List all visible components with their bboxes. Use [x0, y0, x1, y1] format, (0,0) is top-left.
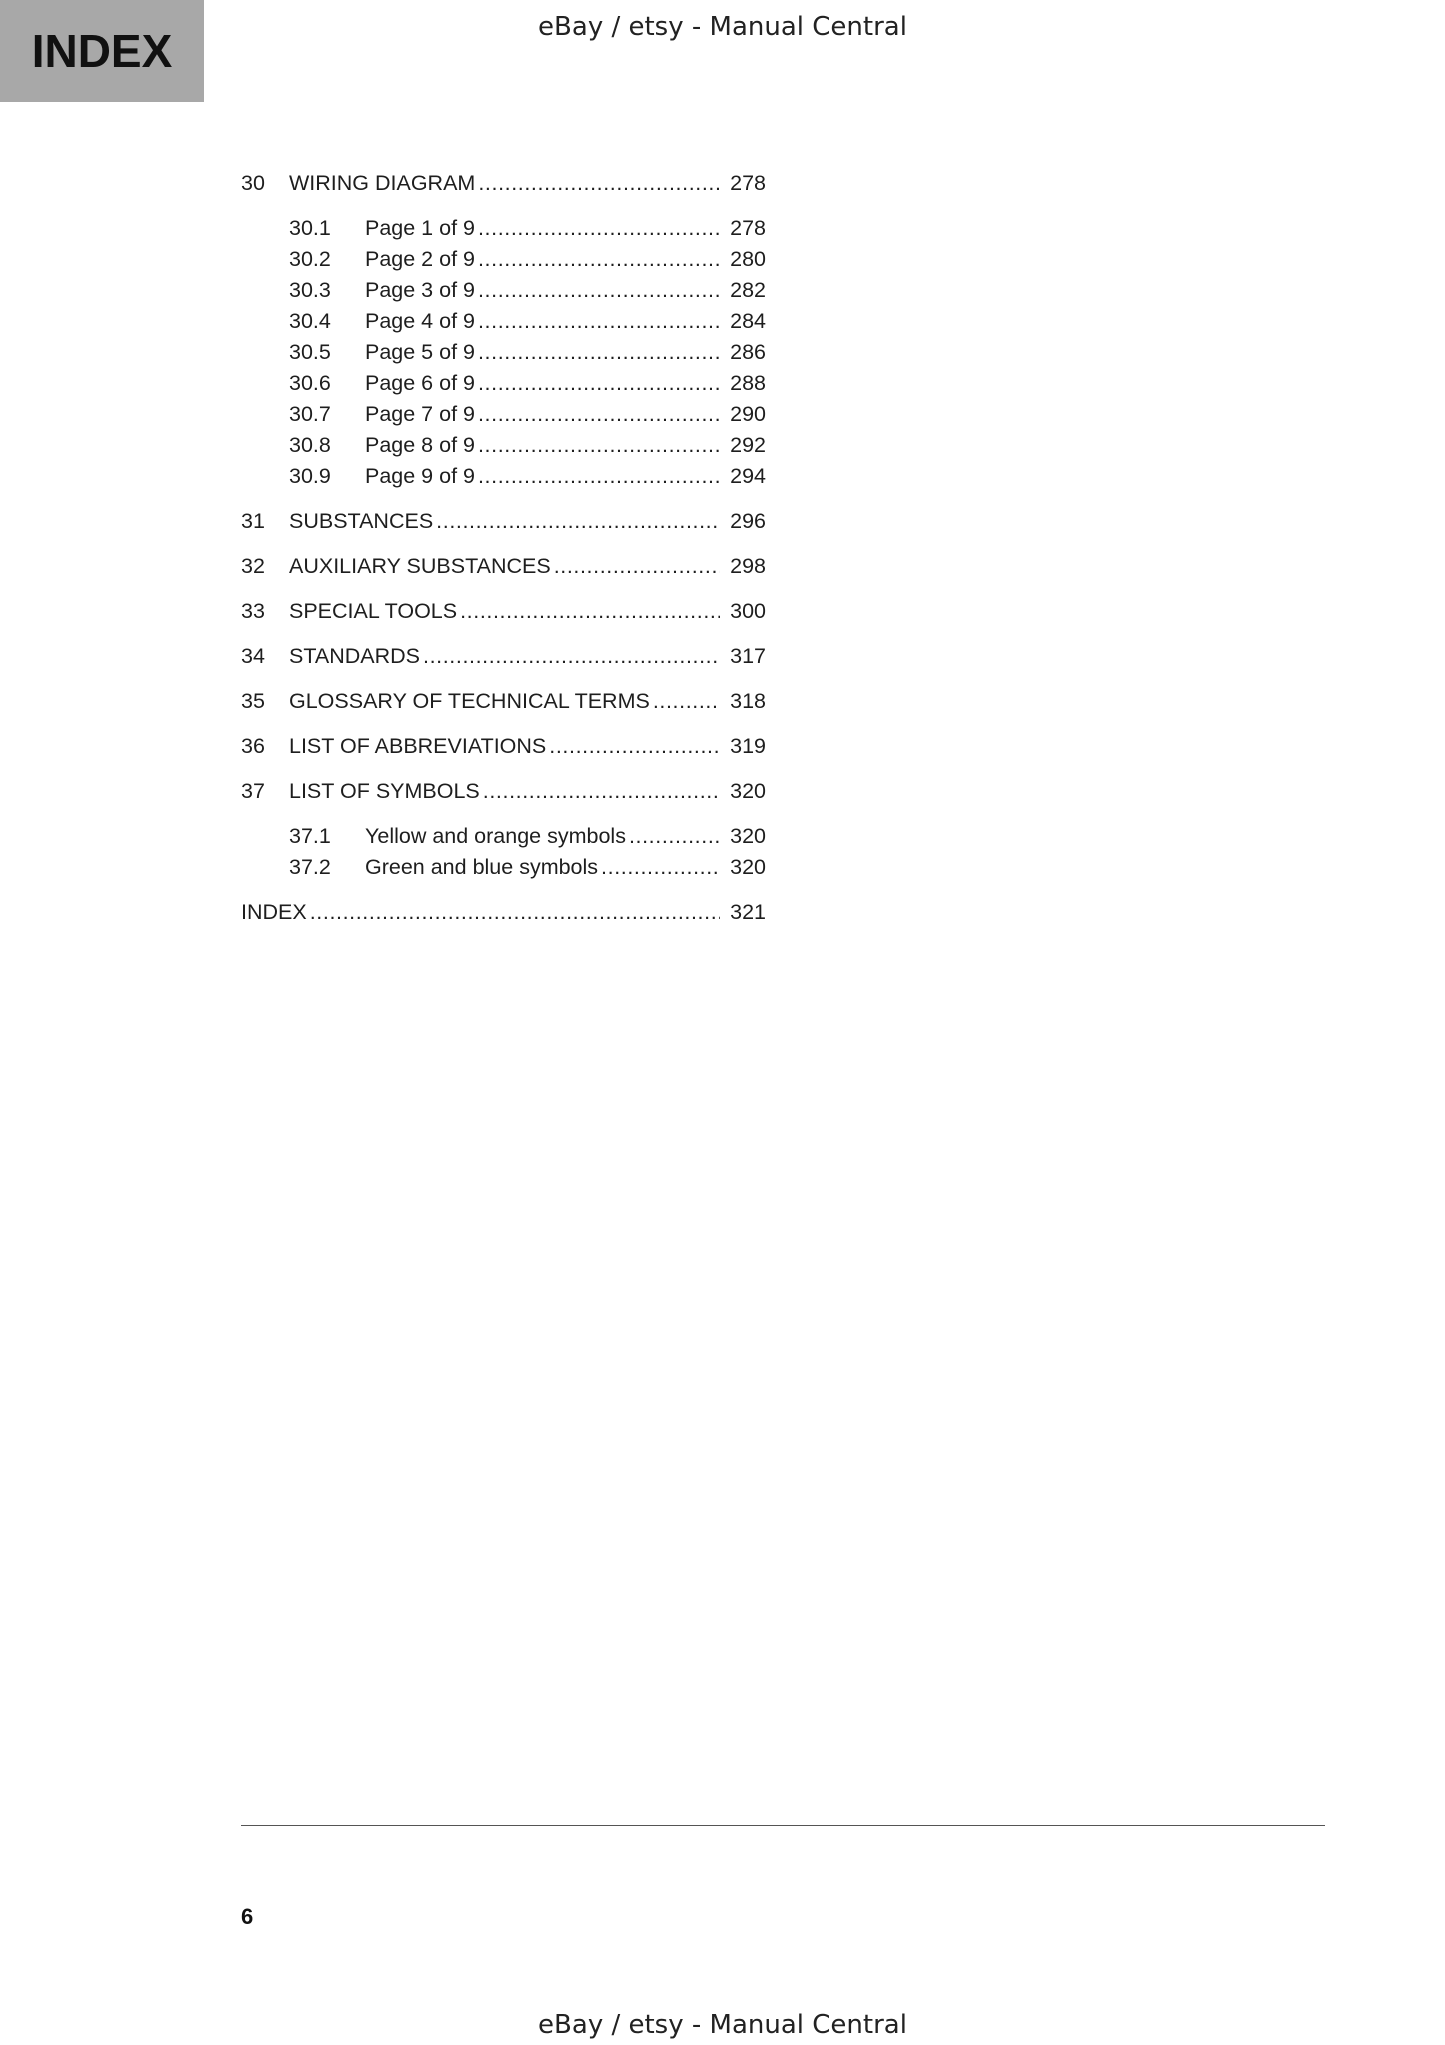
toc-subentry-number: 30.6	[289, 371, 331, 395]
toc-entry-title: SUBSTANCES	[289, 509, 434, 533]
dot-leader	[601, 852, 720, 883]
toc-subentry-page: 280	[730, 247, 766, 271]
toc-subentry-page: 294	[730, 464, 766, 488]
toc-subentry-page: 320	[730, 824, 766, 848]
toc-subentry-title: Page 5 of 9	[365, 340, 475, 364]
toc-subentry-page: 288	[730, 371, 766, 395]
toc-subentry[interactable]	[241, 461, 766, 492]
toc-subentry-number: 37.2	[289, 855, 331, 879]
toc-subentry-title: Page 1 of 9	[365, 216, 475, 240]
toc-subentry-title: Page 2 of 9	[365, 247, 475, 271]
toc-subentry-title: Yellow and orange symbols	[365, 824, 626, 848]
toc-entry-page: 317	[730, 644, 766, 668]
toc-subentry-number: 30.3	[289, 278, 331, 302]
toc-subentry[interactable]	[241, 306, 766, 337]
page-number: 6	[241, 1904, 254, 1929]
toc-entry-number: 34	[241, 644, 265, 668]
dot-leader	[478, 368, 720, 399]
toc-entry-number: 30	[241, 171, 265, 195]
dot-leader	[478, 213, 720, 244]
toc-entry-page: 321	[730, 900, 766, 924]
toc-subentry[interactable]	[241, 852, 766, 883]
toc-entry-title: SPECIAL TOOLS	[289, 599, 458, 623]
toc-subentry-title: Page 3 of 9	[365, 278, 475, 302]
toc-entry[interactable]	[241, 506, 766, 537]
toc-subentry-number: 30.9	[289, 464, 331, 488]
toc-subentry-page: 286	[730, 340, 766, 364]
toc-subentry-page: 320	[730, 855, 766, 879]
dot-leader	[478, 337, 720, 368]
toc-subentry-page: 284	[730, 309, 766, 333]
toc-entry-page: 320	[730, 779, 766, 803]
toc-subentry-title: Page 8 of 9	[365, 433, 475, 457]
toc-entry-title: STANDARDS	[289, 644, 421, 668]
toc-entry[interactable]	[241, 731, 766, 762]
toc-subentry[interactable]	[241, 399, 766, 430]
footer-divider	[241, 1825, 1325, 1826]
toc-entry-title: INDEX	[241, 900, 307, 924]
toc-entry-number: 33	[241, 599, 265, 623]
toc-entry-page: 296	[730, 509, 766, 533]
toc-entry[interactable]	[241, 596, 766, 627]
dot-leader	[478, 430, 720, 461]
toc-entry-page: 318	[730, 689, 766, 713]
toc-subentry[interactable]	[241, 368, 766, 399]
toc-entry-page: 300	[730, 599, 766, 623]
dot-leader	[478, 275, 720, 306]
dot-leader	[478, 244, 720, 275]
dot-leader	[478, 168, 720, 199]
toc-subentry-page: 278	[730, 216, 766, 240]
dot-leader	[460, 596, 720, 627]
toc-entry-title: LIST OF SYMBOLS	[289, 779, 480, 803]
toc-entry-title: AUXILIARY SUBSTANCES	[289, 554, 551, 578]
toc-entry-number: 35	[241, 689, 265, 713]
footer-watermark: eBay / etsy - Manual Central	[538, 2010, 907, 2040]
dot-leader	[629, 821, 720, 852]
toc-subentry-page: 292	[730, 433, 766, 457]
toc-subentry[interactable]	[241, 430, 766, 461]
toc-subentry-number: 30.7	[289, 402, 331, 426]
toc-subentry-number: 30.4	[289, 309, 331, 333]
toc-subentry-title: Page 4 of 9	[365, 309, 475, 333]
toc-entry[interactable]	[241, 776, 766, 807]
dot-leader	[653, 686, 720, 717]
toc-entry-page: 278	[730, 171, 766, 195]
toc-entry[interactable]	[241, 641, 766, 672]
toc-entry-number: 32	[241, 554, 265, 578]
toc-subentry-number: 30.8	[289, 433, 331, 457]
toc-entry[interactable]	[241, 168, 766, 199]
toc-subentry-title: Green and blue symbols	[365, 855, 599, 879]
toc-subentry[interactable]	[241, 244, 766, 275]
toc-entry-title: LIST OF ABBREVIATIONS	[289, 734, 547, 758]
toc-subentry-number: 30.2	[289, 247, 331, 271]
toc-entry-title: GLOSSARY OF TECHNICAL TERMS	[289, 689, 650, 713]
toc-entry-number: 31	[241, 509, 265, 533]
toc-entry-index[interactable]	[241, 897, 766, 928]
dot-leader	[554, 551, 720, 582]
toc-entry[interactable]	[241, 686, 766, 717]
toc-subentry-number: 30.5	[289, 340, 331, 364]
toc-entry-page: 319	[730, 734, 766, 758]
toc-subentry-page: 282	[730, 278, 766, 302]
toc-subentry-page: 290	[730, 402, 766, 426]
toc-subentry-title: Page 6 of 9	[365, 371, 475, 395]
index-tab-label: INDEX	[31, 25, 173, 77]
toc-subentry-number: 37.1	[289, 824, 331, 848]
toc-subentry[interactable]	[241, 337, 766, 368]
toc-subentry-number: 30.1	[289, 216, 331, 240]
toc-entry[interactable]	[241, 551, 766, 582]
toc-subentry-title: Page 9 of 9	[365, 464, 475, 488]
dot-leader	[478, 399, 720, 430]
toc-subentry-title: Page 7 of 9	[365, 402, 475, 426]
dot-leader	[549, 731, 720, 762]
toc-subentry[interactable]	[241, 275, 766, 306]
toc-entry-number: 37	[241, 779, 265, 803]
dot-leader	[478, 306, 720, 337]
dot-leader	[478, 461, 720, 492]
toc-entry-number: 36	[241, 734, 265, 758]
dot-leader	[483, 776, 720, 807]
toc-entry-page: 298	[730, 554, 766, 578]
header-watermark: eBay / etsy - Manual Central	[538, 12, 907, 42]
toc-subentry[interactable]	[241, 821, 766, 852]
toc-entry-title: WIRING DIAGRAM	[289, 171, 476, 195]
dot-leader	[423, 641, 720, 672]
dot-leader	[310, 897, 720, 928]
toc-subentry[interactable]	[241, 213, 766, 244]
table-of-contents	[241, 168, 766, 928]
dot-leader	[436, 506, 720, 537]
